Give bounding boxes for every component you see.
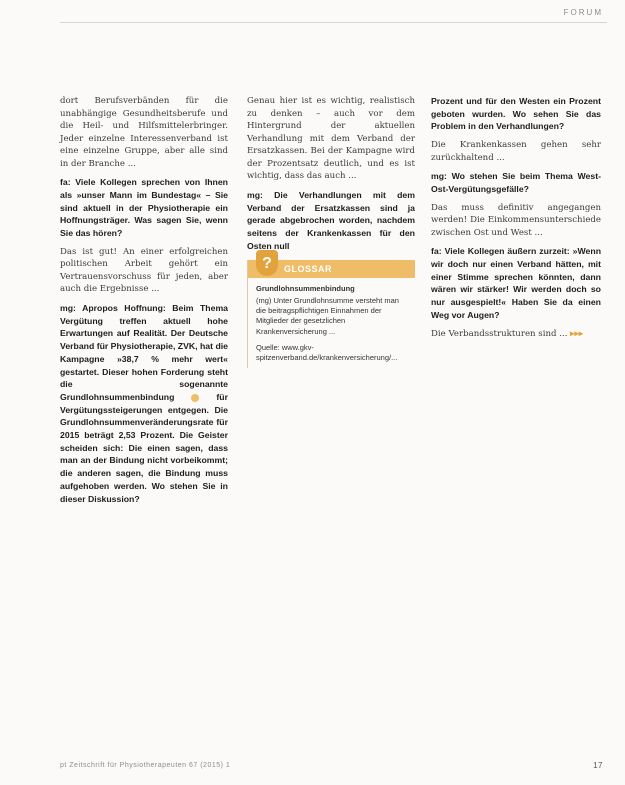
glossary-title: GLOSSAR (248, 260, 415, 278)
glossary-box (247, 254, 415, 367)
column3-paragraph-2: Das muss definitiv angegangen werden! Die Einkommensunterschiede zwischen Ost und West ... (431, 202, 601, 238)
question-2-part-1: mg: Apropos Hoffnung: Beim Thema Vergütung treffen aktuell hohe Erwartungen auf Realität. Der Deutsche Verband für Physiotherapie, ZVK, hat die Kampagne »38,7 % mehr wert« gestartet. Dieser hohen Forderung steht die sogenannte Grundlohnsummenbindung (60, 302, 228, 402)
interview-question-5: fa: Viele Kollegen äußern zurzeit: »Wenn wir doch nur einen Verband hätten, mit einer Stimme sprechen könnten, dann wären wir stärker! Wir werden doch so nur ausgespielt!« Haben Sie da einen Weg vor Augen? (431, 246, 601, 320)
column1-paragraph-1: dort Berufsverbänden für die unabhängige Gesundheitsberufe und die Heil- und Hilfsmittelerbringer. Jeder einzelne Interessenverband ist eine einzelne Gruppe, aber alle sind in der Branche ... (60, 96, 228, 169)
question-mark-icon: ? (256, 250, 278, 276)
column3-paragraph-3-text: Die Verbandsstrukturen sind ... (431, 329, 568, 340)
column3-paragraph-3 (431, 327, 601, 341)
column1-paragraph-2: Das ist gut! An einer erfolgreichen politischen Arbeit gehört ein Vertrauensvorschuss für jeden, aber auch die Ergebnisse ... (60, 246, 228, 295)
question-2-part-2: für Vergütungssteigerungen entgegen. Die Grundlohnsummenveränderungsrate für 2015 beträgt 2,53 Prozent. Die Geister scheiden sich: Die einen sagen, dass man an der Bindung nicht vorbeikommt; die anderen sagen, die Bindung muss aufgehoben werden. Wo stehen Sie in dieser Diskussion? (60, 391, 228, 504)
interview-question-4: mg: Wo stehen Sie beim Thema West-Ost-Vergütungsgefälle? (431, 171, 601, 194)
footer-publication: pt Zeitschrift für Physiotherapeuten 67 (2015) 1 (60, 762, 231, 769)
interview-question-2 (60, 302, 228, 505)
column-1 (60, 95, 228, 511)
column2-paragraph-1: Genau hier ist es wichtig, realistisch zu denken – auch vor dem Hintergrund der aktuellen Verhandlung mit dem Verband der Ersatzkassen. Bei der Kampagne wird der Prozentsatz deutlich, und es ist wichtig, dass das auch ... (247, 96, 415, 182)
interview-question-3: mg: Die Verhandlungen mit dem Verband der Ersatzkassen sind ja gerade abgebrochen worden, nachdem seitens der Krankenkassen für den Osten null (247, 189, 415, 251)
glossary-body (248, 278, 415, 367)
column-3 (431, 95, 601, 347)
glossary-source: Quelle: www.gkv-spitzenverband.de/krankenversicherung/... (256, 343, 398, 363)
header-divider (60, 22, 607, 23)
glossary-term: Grundlohnsummenbindung (256, 284, 355, 294)
glossary-definition: (mg) Unter Grundlohnsumme versteht man die beitragspflichtigen Einnahmen der Mitglieder der gesetzlichen Krankenversicherung ... (256, 295, 399, 336)
glossary-reference-icon (191, 394, 199, 402)
interview-question-1: fa: Viele Kollegen sprechen von Ihnen als »unser Mann im Bundestag« – Sie sind aktuell in der Physiotherapie ein Hoffnungsträger. Was sagen Sie, wenn Sie das hören? (60, 177, 228, 239)
section-label: FORUM (563, 8, 603, 17)
column-2 (247, 95, 415, 368)
interview-question-3-continued: Prozent und für den Westen ein Prozent geboten wurden. Wo sehen Sie das Problem in den Verhandlungen? (431, 96, 601, 132)
column3-paragraph-1: Die Krankenkassen gehen sehr zurückhaltend ... (431, 140, 601, 163)
continue-arrow-icon: ▸▸▸ (570, 328, 584, 339)
page-number: 17 (593, 761, 603, 770)
